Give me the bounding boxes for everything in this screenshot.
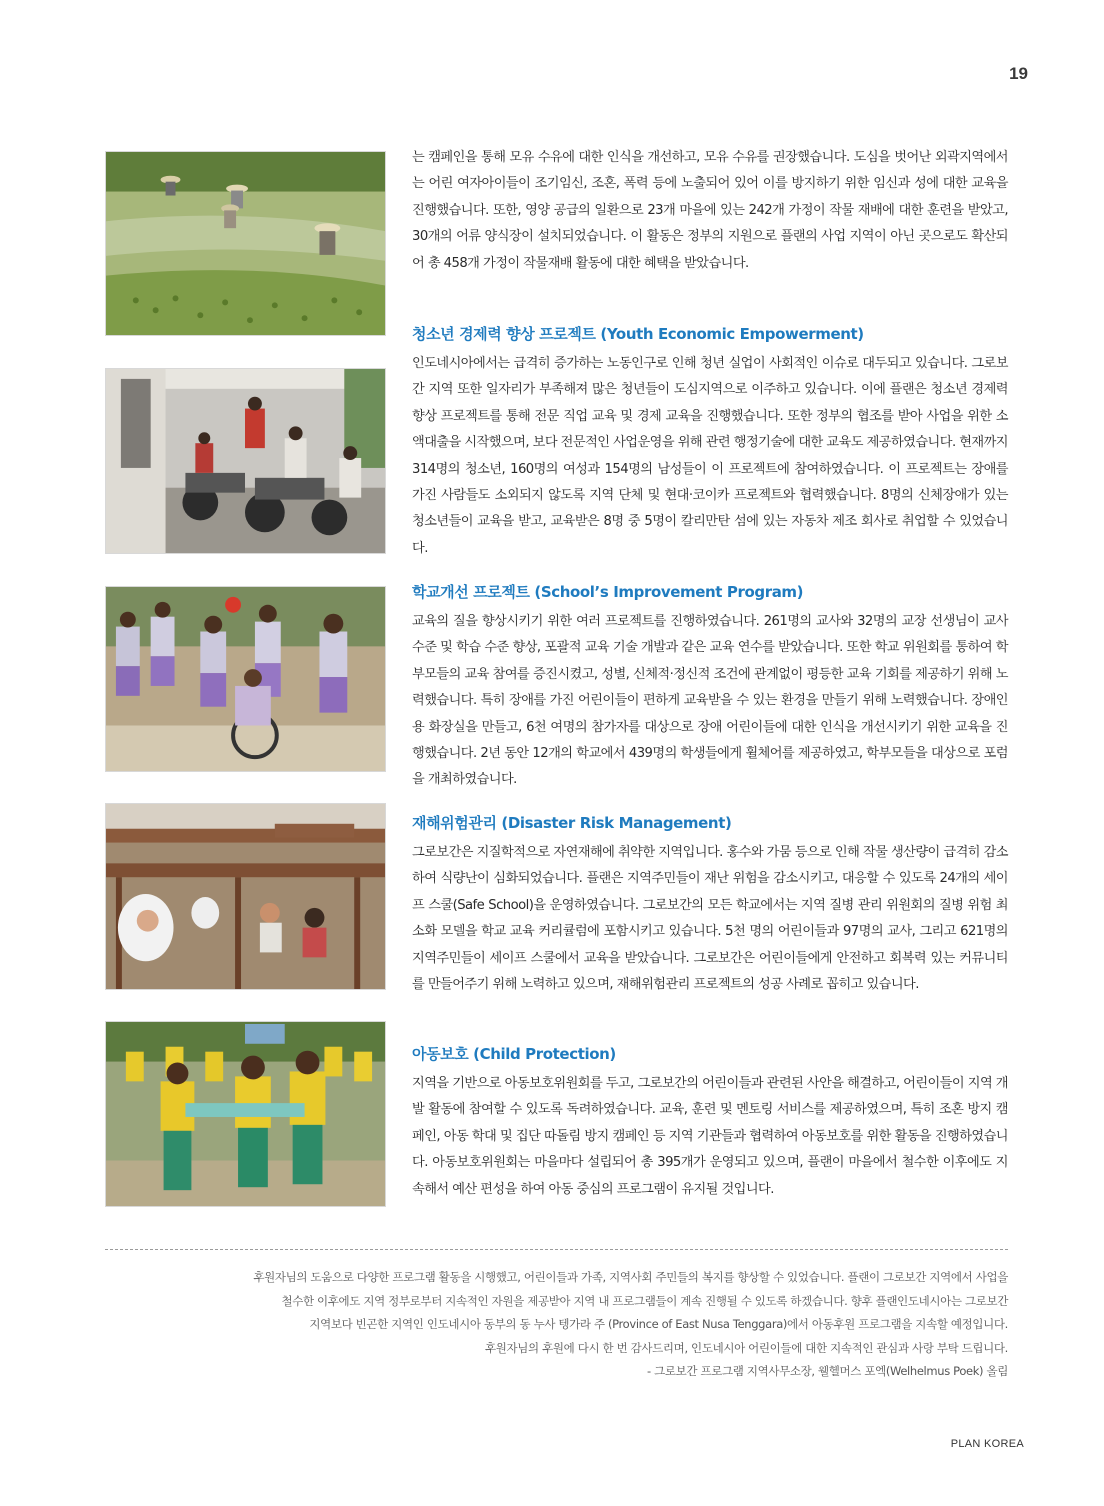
section-title: 학교개선 프로젝트 (School’s Improvement Program) <box>412 583 804 601</box>
section-body: 인도네시아에서는 급격히 증가하는 노동인구로 인해 청년 실업이 사회적인 이슈로 대두되고 있습니다. 그로보간 지역 또한 일자리가 부족해져 많은 청년들이 도심지역으로 이주하고 있습니다. 이에 플랜은 청소년 경제력 향상 프로젝트를 통해 전문 직업 교육 및 경제 교육을 진행했습니다. 또한 정부의 협조를 받아 사업을 위한 소액대출을 시작했으며, 보다 전문적인 사업운영을 위해 관련 행정기술에 대한 교육도 제공하였습니다. 현재까지 314명의 청소년, 160명의 여성과 154명의 남성들이 이 프로젝트에 참여하였습니다. 이 프로젝트는 장애를 가진 사람들도 소외되지 않도록 지역 단체 및 현대·코이카 프로젝트와 협력했습니다. 8명의 신체장애가 있는 청소년들이 교육을 받고, 교육받은 8명 중 5명이 칼리만탄 섬에 있는 자동차 제조 회사로 취업할 수 있었습니다. <box>412 356 1008 556</box>
section-disaster-risk-management <box>412 812 1008 998</box>
closing-note-line: 후원자님의 도움으로 다양한 프로그램 활동을 시행했고, 어린이들과 가족, 지역사회 주민들의 복지를 향상할 수 있었습니다. 플랜이 그로보간 지역에서 사업을 <box>253 1270 1008 1284</box>
disaster-drill-photo <box>105 803 386 990</box>
page-number: 19 <box>1009 64 1028 83</box>
section-title: 아동보호 (Child Protection) <box>412 1045 616 1063</box>
section-child-protection <box>412 1043 1008 1203</box>
intro-text-block <box>412 145 1008 277</box>
section-body: 그로보간은 지질학적으로 자연재해에 취약한 지역입니다. 홍수와 가뭄 등으로 인해 작물 생산량이 급격히 감소하여 식량난이 심화되었습니다. 플랜은 지역주민들이 재난 위험을 감소시키고, 대응할 수 있도록 24개의 세이프 스쿨(Safe School)을 운영하였습니다. 그로보간의 모든 학교에서는 지역 질병 관리 위원회의 질병 위험 최소화 모델을 학교 교육 커리큘럼에 포함시키고 있습니다. 5천 명의 어린이들과 97명의 교사, 그리고 621명의 지역주민들이 세이프 스쿨에서 교육을 받았습니다. 그로보간은 어린이들에게 안전하고 회복력 있는 커뮤니티를 만들어주기 위해 노력하고 있으며, 재해위험관리 프로젝트의 성공 사례로 꼽히고 있습니다. <box>412 845 1008 993</box>
section-body: 지역을 기반으로 아동보호위원회를 두고, 그로보간의 어린이들과 관련된 사안을 해결하고, 어린이들이 지역 개발 활동에 참여할 수 있도록 독려하였습니다. 교육, 훈련 및 멘토링 서비스를 제공하였으며, 특히 조혼 방지 캠페인, 아동 학대 및 집단 따돌림 방지 캠페인 등 지역 기관들과 협력하여 아동보호를 위한 활동을 진행하였습니다. 아동보호위원회는 마을마다 설립되어 총 395개가 운영되고 있으며, 플랜이 마을에서 철수한 이후에도 지속해서 예산 편성을 하여 아동 중심의 프로그램이 유지될 것입니다. <box>412 1076 1008 1197</box>
intro-paragraph: 는 캠페인을 통해 모유 수유에 대한 인식을 개선하고, 모유 수유를 권장했습니다. 도심을 벗어난 외곽지역에서는 어린 여자아이들이 조기임신, 조혼, 폭력 등에 노출되어 있어 이를 방지하기 위한 임신과 성에 대한 교육을 진행했습니다. 또한, 영양 공급의 일환으로 23개 마을에 있는 242개 가정이 작물 재배에 대한 훈련을 받았고, 30개의 어류 양식장이 설치되었습니다. 이 활동은 정부의 지원으로 플랜의 사업 지역이 아닌 곳으로도 확산되어 총 458개 가정이 작물재배 활동에 대한 혜택을 받았습니다. <box>412 150 1008 271</box>
section-school-improvement <box>412 581 1008 794</box>
section-title: 청소년 경제력 향상 프로젝트 (Youth Economic Empowerment) <box>412 325 864 343</box>
dashed-divider <box>105 1249 1008 1250</box>
child-protection-photo <box>105 1021 386 1207</box>
closing-note-signature: - 그로보간 프로그램 지역사무소장, 웰헬머스 포엑(Welhelmus Poek) 올림 <box>647 1364 1008 1378</box>
school-children-wheelchair-photo <box>105 586 386 772</box>
closing-note-line: 후원자님의 후원에 다시 한 번 감사드리며, 인도네시아 어린이들에 대한 지속적인 관심과 사랑 부탁 드립니다. <box>485 1340 1008 1355</box>
motorcycle-workshop-photo <box>105 368 386 554</box>
section-youth-economic-empowerment <box>412 323 1008 562</box>
closing-note-line: 지역보다 빈곤한 지역인 인도네시아 동부의 동 누사 텡가라 주 (Province of East Nusa Tenggara)에서 아동후원 프로그램을 지속할 예정입니다. <box>309 1317 1008 1331</box>
closing-note-line: 철수한 이후에도 지역 정부로부터 지속적인 자원을 제공받아 지역 내 프로그램들이 계속 진행될 수 있도록 하겠습니다. 향후 플랜인도네시아는 그로보간 <box>281 1293 1008 1308</box>
section-body: 교육의 질을 향상시키기 위한 여러 프로젝트를 진행하였습니다. 261명의 교사와 32명의 교장 선생님이 교사 수준 및 학습 수준 향상, 포괄적 교육 기술 개발과 같은 교육 연수를 받았습니다. 또한 학교 위원회를 통하여 학부모들의 교육 참여를 증진시켰고, 성별, 신체적·정신적 조건에 관계없이 평등한 교육 기회를 제공하기 위해 노력했습니다. 특히 장애를 가진 어린이들이 편하게 교육받을 수 있는 환경을 만들기 위해 노력했습니다. 장애인용 화장실을 만들고, 6천 여명의 참가자를 대상으로 장애 어린이들에 대한 인식을 개선시키기 위한 교육을 진행했습니다. 2년 동안 12개의 학교에서 439명의 학생들에게 휠체어를 제공하였고, 학부모들을 대상으로 포럼을 개최하였습니다. <box>412 614 1008 788</box>
closing-note <box>105 1266 1008 1384</box>
brand-footer: PLAN KOREA <box>950 1438 1024 1450</box>
section-title: 재해위험관리 (Disaster Risk Management) <box>412 814 732 832</box>
rice-planting-photo <box>105 151 386 336</box>
